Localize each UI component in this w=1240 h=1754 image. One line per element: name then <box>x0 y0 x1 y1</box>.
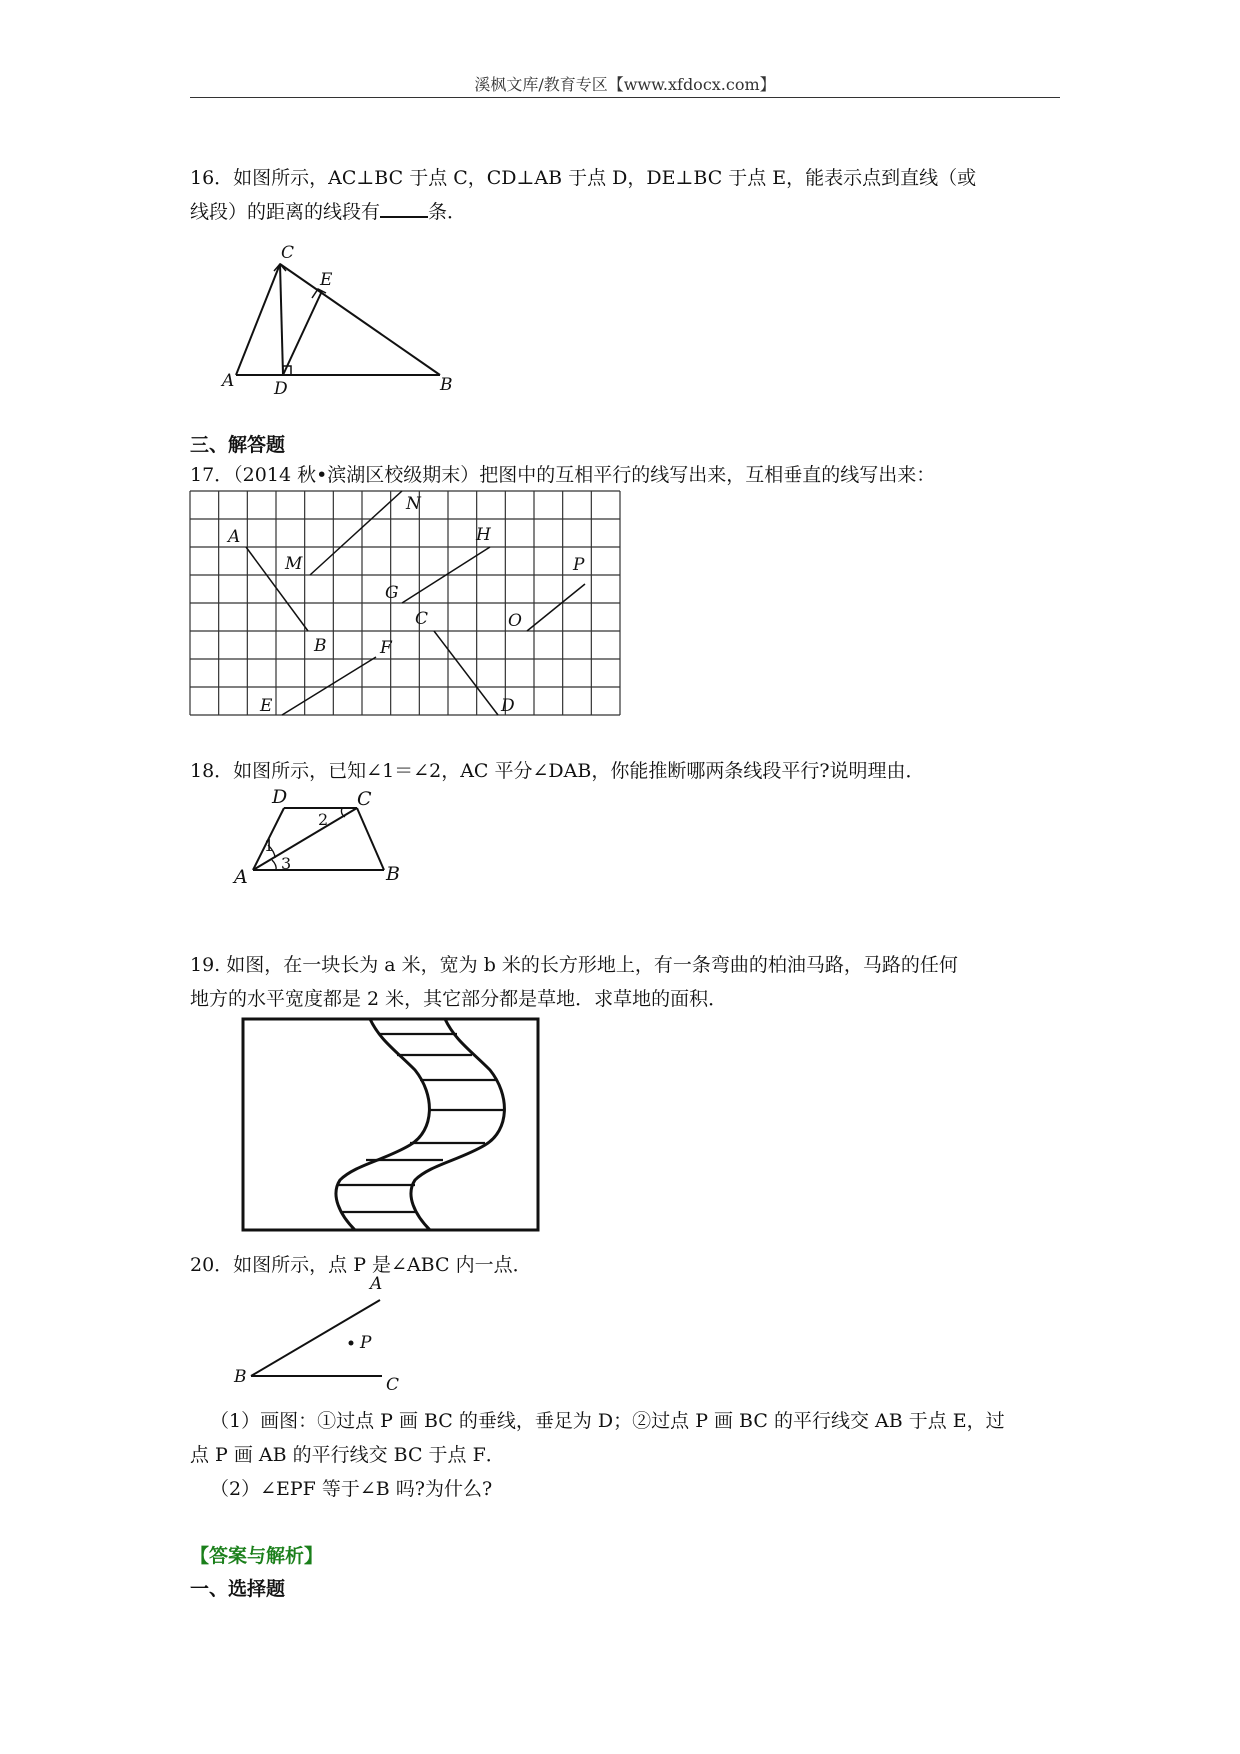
q17-label-h: H <box>476 525 491 545</box>
q20-point-p <box>349 1341 354 1346</box>
q18-label-a: A <box>234 866 248 888</box>
q17-text: 17．（2014 秋•滨湖区校级期末）把图中的互相平行的线写出来，互相垂直的线写出来： <box>190 464 936 486</box>
q20-label-p: P <box>360 1333 372 1353</box>
q17-label-b: B <box>314 636 327 656</box>
q20-label-a: A <box>370 1274 383 1294</box>
q17-label-g: G <box>385 583 399 603</box>
q16-label-b: B <box>440 375 453 395</box>
q17-label-p: P <box>573 555 585 575</box>
q17-label-e: E <box>260 696 273 716</box>
q19-line1: 19. 如图，在一块长为 a 米，宽为 b 米的长方形地上，有一条弯曲的柏油马路，马路的任何 <box>190 954 958 976</box>
q18-label-angle-2: 2 <box>318 810 329 829</box>
q16-label-c: C <box>281 243 295 263</box>
q20-label-c: C <box>386 1375 400 1395</box>
q18-label-angle-3: 3 <box>281 854 292 873</box>
q17-label-d: D <box>501 696 515 716</box>
q18-text: 18．如图所示，已知∠1＝∠2，AC 平分∠DAB，你能推断哪两条线段平行?说明理由． <box>190 760 925 782</box>
q18-label-b: B <box>386 863 400 885</box>
q18-label-d: D <box>272 786 288 808</box>
q20-text: 20．如图所示，点 P 是∠ABC 内一点． <box>190 1254 532 1276</box>
q20-part2: （2）∠EPF 等于∠B 吗?为什么? <box>210 1478 493 1500</box>
q16-line2-pre: 线段）的距离的线段有 <box>190 201 381 223</box>
q16-label-d: D <box>274 379 288 399</box>
q20-label-b: B <box>234 1367 247 1387</box>
q16-label-a: A <box>222 371 235 391</box>
q16-label-e: E <box>320 270 333 290</box>
q17-label-m: M <box>285 554 303 574</box>
q17-label-a: A <box>228 527 241 547</box>
q20-part1-line1: （1）画图：①过点 P 画 BC 的垂线，垂足为 D；②过点 P 画 BC 的平行线交 AB 于点 E，过 <box>210 1410 1005 1432</box>
q17-label-n: N <box>406 494 421 514</box>
q18-label-c: C <box>357 788 372 810</box>
answers-title: 【答案与解析】 <box>190 1545 324 1567</box>
q16-line1: 16．如图所示，AC⊥BC 于点 C，CD⊥AB 于点 D，DE⊥BC 于点 E，能表示点到直线（或 <box>190 167 977 189</box>
q19-line2: 地方的水平宽度都是 2 米，其它部分都是草地．求草地的面积． <box>190 988 728 1010</box>
q18-label-angle-1: 1 <box>264 836 275 855</box>
q17-label-c: C <box>415 609 429 629</box>
q20-part1 <box>190 1404 1060 1472</box>
q16-line2-post: 条． <box>428 201 467 223</box>
section-3-title: 三、解答题 <box>190 434 286 456</box>
q17-label-f: F <box>380 638 392 658</box>
answers-section-1-title: 一、选择题 <box>190 1578 286 1600</box>
page-header: 溪枫文库/教育专区【www.xfdocx.com】 <box>474 75 776 94</box>
q20-part1-line2: 点 P 画 AB 的平行线交 BC 于点 F． <box>190 1444 505 1466</box>
q17-label-o: O <box>508 611 522 631</box>
